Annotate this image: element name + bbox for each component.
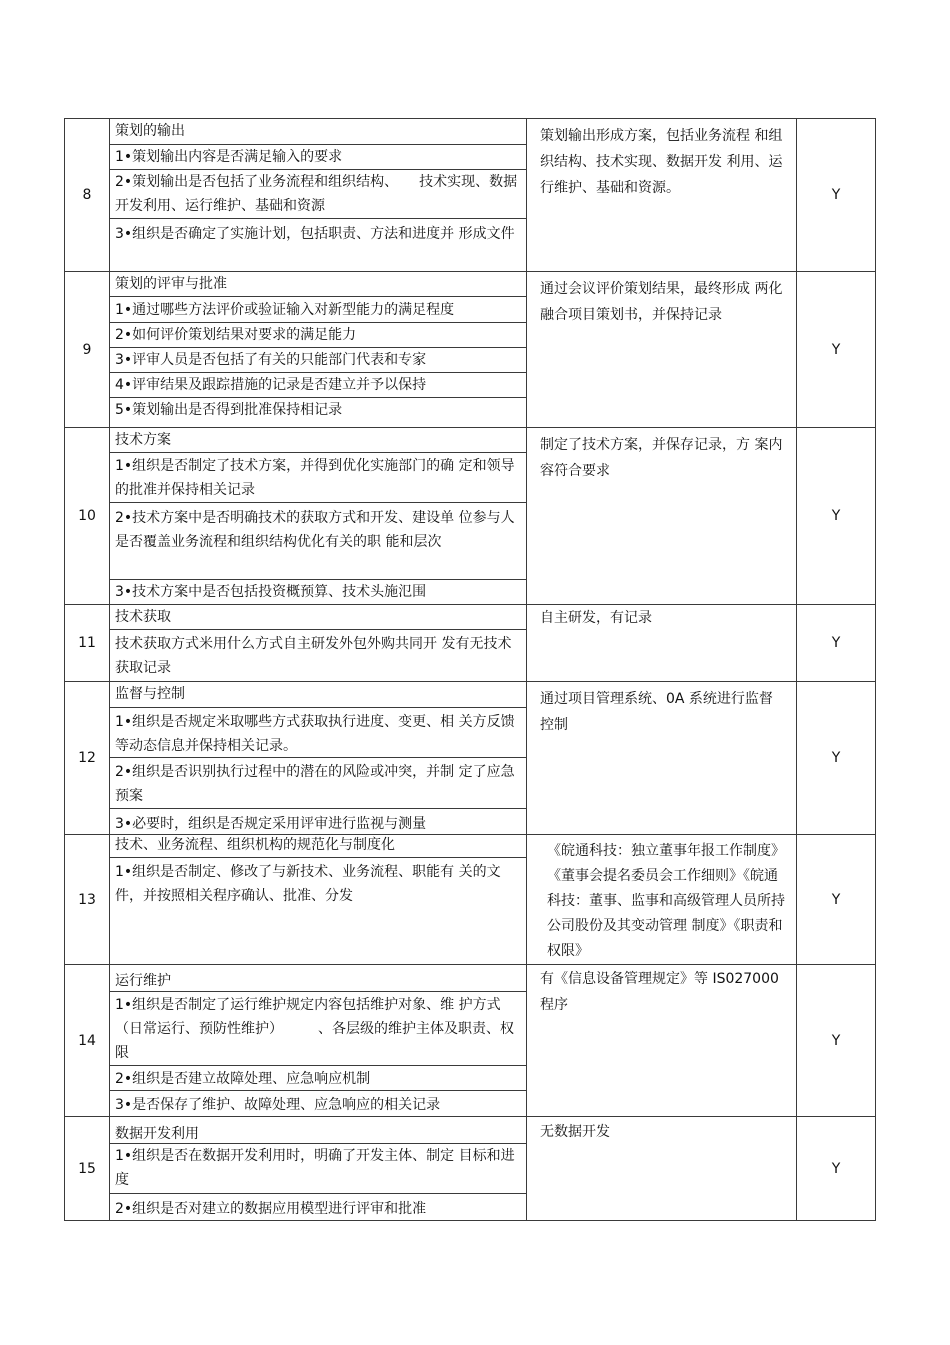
check-items — [110, 119, 527, 272]
check-item: 2•如何评价策划结果对要求的满足能力 — [110, 323, 526, 348]
check-item: 1•策划输出内容是否满足输入的要求 — [110, 145, 526, 170]
check-item: 技术获取方式米用什么方式自主研发外包外购共同开 发有无技术获取记录 — [115, 636, 512, 676]
evidence-cell — [527, 119, 797, 272]
evidence-cell — [527, 835, 797, 965]
evidence-text: 通过项目管理系统、0A 系统进行监督控制 — [540, 691, 773, 733]
evidence-text: 无数据开发 — [540, 1124, 610, 1140]
check-items — [110, 835, 527, 965]
evidence-text: 通过会议评价策划结果，最终形成 两化融合项目策划书，并保持记录 — [540, 281, 783, 323]
result-cell: Y — [797, 605, 876, 682]
result-cell: Y — [797, 272, 876, 428]
table-row — [65, 835, 876, 965]
evidence-text: 策划输出形成方案，包括业务流程 和组织结构、技术实现、数据开发 利用、运行维护、基础和资源。 — [540, 128, 783, 196]
item-heading: 技术方案 — [110, 428, 526, 453]
check-item: 3•组织是否确定了实施计划，包括职责、方法和进度并 形成文件 — [115, 226, 515, 242]
check-item: 2•组织是否对建立的数据应用模型进行评审和批准 — [115, 1201, 427, 1217]
item-heading: 运行维护 — [110, 965, 526, 992]
evidence-text: 制定了技术方案，并保存记录，方 案内容符合要求 — [540, 437, 783, 479]
table-row — [65, 119, 876, 272]
result-cell: Y — [797, 682, 876, 835]
result-cell: Y — [797, 1117, 876, 1221]
check-item: 1•组织是否制定了技术方案，并得到优化实施部门的确 定和领导的批准并保持相关记录 — [110, 453, 526, 503]
table-row — [65, 1117, 876, 1221]
check-items — [110, 272, 527, 428]
table-row — [65, 965, 876, 1117]
check-items — [110, 682, 527, 835]
item-heading: 技术、业务流程、组织机构的规范化与制度化 — [110, 835, 526, 858]
table-row — [65, 682, 876, 835]
row-number: 11 — [65, 605, 110, 682]
check-item: 5•策划输出是否得到批准保持相记录 — [115, 402, 343, 418]
evidence-text: 有《信息设备管理规定》等 IS027000 程序 — [540, 971, 779, 1013]
result-cell: Y — [797, 965, 876, 1117]
item-heading: 策划的输出 — [110, 119, 526, 145]
review-table-body — [65, 119, 876, 1221]
item-heading: 数据开发利用 — [110, 1117, 526, 1144]
check-item: 1•组织是否制定、修改了与新技术、业务流程、职能有 关的文件，并按照相关程序确认、批准、分发 — [115, 864, 501, 904]
result-cell: Y — [797, 428, 876, 605]
check-item: 2•组织是否识别执行过程中的潜在的风险或冲突，并制 定了应急预案 — [110, 758, 526, 809]
evidence-text: 《皖通科技：独立董事年报工作制度》《董事会提名委员会工作细则》《皖通科技：董事、监事和高级管理人员所持公司股份及其变动管理 制度》《职责和权限》 — [547, 843, 785, 959]
evidence-cell — [527, 605, 797, 682]
row-number: 10 — [65, 428, 110, 605]
check-item: 1•组织是否规定米取哪些方式获取执行进度、变更、相 关方反馈等动态信息并保持相关记录。 — [110, 708, 526, 758]
result-cell: Y — [797, 119, 876, 272]
table-row — [65, 605, 876, 682]
check-item: 1•组织是否制定了运行维护规定内容包括维护对象、维 护方式（日常运行、预防性维护） 、各层级的维护主体及职责、权限 — [110, 992, 526, 1066]
check-item: 4•评审结果及跟踪措施的记录是否建立并予以保持 — [110, 373, 526, 398]
row-number: 9 — [65, 272, 110, 428]
check-item: 3•必要时，组织是否规定采用评审进行监视与测量 — [115, 816, 427, 832]
check-item: 1•通过哪些方法评价或验证输入对新型能力的满足程度 — [110, 297, 526, 323]
evidence-cell — [527, 682, 797, 835]
check-items — [110, 965, 527, 1117]
result-cell: Y — [797, 835, 876, 965]
check-item: 2•组织是否建立故障处理、应急响应机制 — [110, 1066, 526, 1091]
check-items — [110, 1117, 527, 1221]
check-item: 1•组织是否在数据开发利用时，明确了开发主体、制定 目标和进度 — [110, 1144, 526, 1194]
check-item: 3•技术方案中是否包括投资概预算、技术头施氾围 — [115, 584, 427, 600]
row-number: 14 — [65, 965, 110, 1117]
row-number: 15 — [65, 1117, 110, 1221]
evidence-cell — [527, 428, 797, 605]
item-heading: 技术获取 — [110, 605, 526, 630]
evidence-cell — [527, 965, 797, 1117]
check-items — [110, 605, 527, 682]
evidence-cell — [527, 272, 797, 428]
evidence-cell — [527, 1117, 797, 1221]
check-item: 2•技术方案中是否明确技术的获取方式和开发、建设单 位参与人是否覆盖业务流程和组织结构优化有关的职 能和层次 — [110, 503, 526, 580]
item-heading: 监督与控制 — [110, 682, 526, 708]
check-item: 3•评审人员是否包括了有关的只能部门代表和专家 — [110, 348, 526, 373]
check-items — [110, 428, 527, 605]
row-number: 8 — [65, 119, 110, 272]
table-row — [65, 272, 876, 428]
row-number: 12 — [65, 682, 110, 835]
check-item: 2•策划输出是否包括了业务流程和组织结构、 技术实现、数据开发利用、运行维护、基础和资源 — [110, 170, 526, 219]
item-heading: 策划的评审与批准 — [110, 272, 526, 297]
review-table — [64, 118, 876, 1221]
check-item: 3•是否保存了维护、故障处理、应急响应的相关记录 — [115, 1097, 441, 1113]
row-number: 13 — [65, 835, 110, 965]
table-row — [65, 428, 876, 605]
evidence-text: 自主研发，有记录 — [540, 610, 652, 626]
